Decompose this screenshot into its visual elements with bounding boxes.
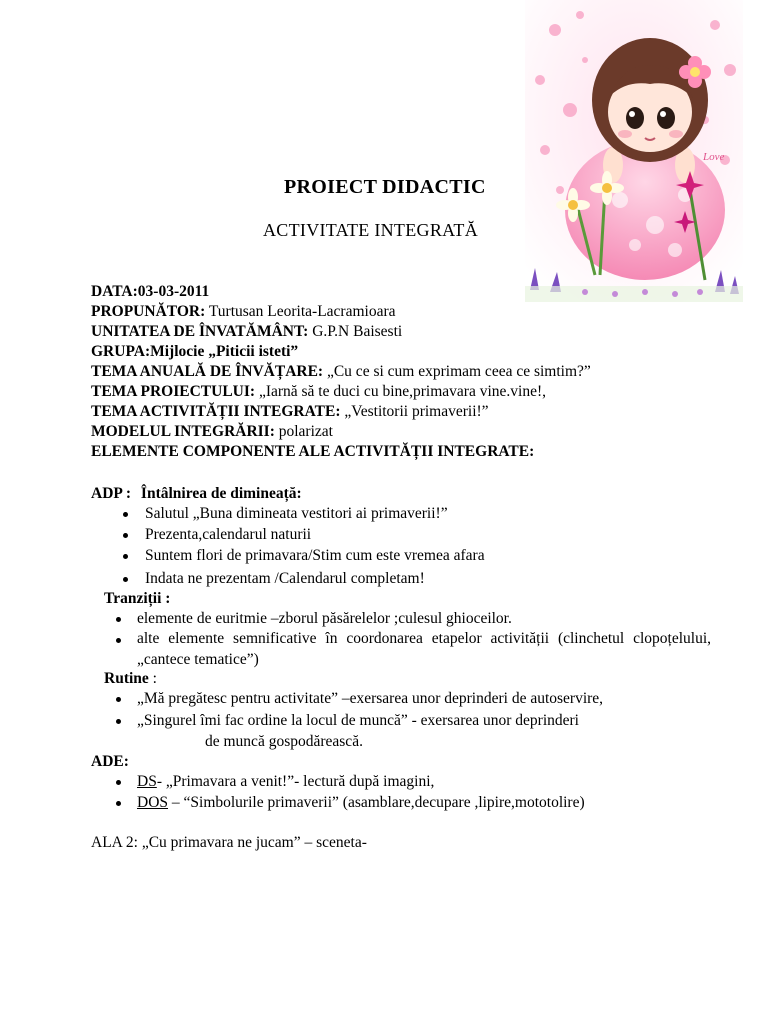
elemente-label: ELEMENTE COMPONENTE ALE ACTIVITĂȚII INTEGRATE: bbox=[91, 443, 535, 460]
bullet-icon bbox=[123, 512, 128, 517]
unitatea-value: G.P.N Baisesti bbox=[312, 323, 403, 340]
rutine-colon: : bbox=[148, 670, 157, 687]
adp-title: Întâlnirea de dimineață: bbox=[140, 485, 302, 502]
bullet-icon bbox=[116, 697, 121, 702]
tranzitii-item-1: elemente de euritmie –zborul păsărelelor ;culesul ghioceilor. bbox=[137, 610, 512, 627]
bullet-icon bbox=[116, 801, 121, 806]
tema-proiect-label: TEMA PROIECTULUI: bbox=[91, 383, 256, 400]
girl-with-flowers-illustration bbox=[525, 0, 743, 302]
ade-item-dos bbox=[137, 793, 585, 813]
tema-proiect-value: „Iarnă să te duci cu bine,primavara vine.vine!, bbox=[258, 383, 546, 400]
field-data bbox=[91, 282, 209, 302]
propunator-label: PROPUNĂTOR: bbox=[91, 303, 206, 320]
rutine-heading bbox=[104, 669, 157, 689]
field-propunator bbox=[91, 302, 396, 322]
tema-anuala-value: „Cu ce si cum exprimam ceea ce simtim?” bbox=[326, 363, 591, 380]
adp-item-1: Salutul „Buna dimineata vestitori ai primaverii!” bbox=[145, 505, 448, 522]
bullet-icon bbox=[116, 638, 121, 643]
ala-label: ALA 2: bbox=[91, 834, 138, 851]
dos-code: DOS bbox=[137, 794, 169, 811]
tranzitii-heading bbox=[104, 589, 170, 609]
rutine-item-1: „Mă pregătesc pentru activitate” –exersarea unor deprinderi de autoservire, bbox=[137, 690, 604, 707]
field-elemente bbox=[91, 442, 534, 462]
tema-activitatii-value: „Vestitorii primaverii!” bbox=[344, 403, 489, 420]
modelul-value: polarizat bbox=[278, 423, 333, 440]
rutine-label: Rutine bbox=[104, 670, 149, 687]
bullet-icon bbox=[116, 780, 121, 785]
ala-line bbox=[91, 833, 367, 853]
dos-text: – “Simbolurile primaverii” (asamblare,decupare ,lipire,mototolire) bbox=[168, 794, 585, 811]
svg-text:Love: Love bbox=[703, 151, 725, 163]
ade-item-ds bbox=[137, 772, 434, 792]
bullet-icon bbox=[123, 577, 128, 582]
modelul-label: MODELUL INTEGRĂRII: bbox=[91, 423, 275, 440]
ala-text: „Cu primavara ne jucam” – sceneta- bbox=[137, 834, 367, 851]
field-unitatea bbox=[91, 322, 402, 342]
rutine-item-2-line-1: „Singurel îmi fac ordine la locul de muncă” - exersarea unor deprinderi bbox=[137, 712, 579, 729]
adp-item-2: Prezenta,calendarul naturii bbox=[145, 526, 312, 543]
document-subtitle: ACTIVITATE INTEGRATĂ bbox=[263, 220, 479, 240]
rutine-item-2-line-2: de muncă gospodărească. bbox=[205, 733, 363, 750]
bullet-icon bbox=[123, 533, 128, 538]
ds-text: - „Primavara a venit!”- lectură după imagini, bbox=[156, 773, 435, 790]
tranzitii-item-2: alte elemente semnificative în coordonarea etapelor activității (clinchetul clopoțelului, „cantece tematice”) bbox=[137, 630, 711, 668]
grupa-label: GRUPA:Mijlocie „Piticii isteti” bbox=[91, 343, 299, 360]
field-modelul bbox=[91, 422, 333, 442]
adp-heading bbox=[91, 484, 302, 504]
document-title: PROIECT DIDACTIC bbox=[284, 176, 486, 198]
data-label: DATA:03-03-2011 bbox=[91, 283, 210, 300]
bullet-icon bbox=[116, 617, 121, 622]
adp-item-3: Suntem flori de primavara/Stim cum este vremea afara bbox=[145, 547, 485, 564]
adp-item-4: Indata ne prezentam /Calendarul completam! bbox=[145, 570, 425, 587]
tema-activitatii-label: TEMA ACTIVITĂȚII INTEGRATE: bbox=[91, 403, 341, 420]
ade-heading bbox=[91, 752, 129, 772]
tema-anuala-label: TEMA ANUALĂ DE ÎNVĂȚARE: bbox=[91, 363, 324, 380]
tranzitii-label: Tranziții : bbox=[104, 590, 171, 607]
bullet-icon bbox=[116, 719, 121, 724]
ade-label: ADE: bbox=[91, 753, 129, 770]
unitatea-label: UNITATEA DE ÎNVATĂMÂNT: bbox=[91, 323, 309, 340]
field-grupa bbox=[91, 342, 298, 362]
field-tema-anuala bbox=[91, 362, 591, 382]
bullet-icon bbox=[123, 554, 128, 559]
ds-code: DS bbox=[137, 773, 157, 790]
propunator-value: Turtusan Leorita-Lacramioara bbox=[208, 303, 396, 320]
adp-label: ADP : bbox=[91, 485, 132, 502]
field-tema-proiect bbox=[91, 382, 546, 402]
field-tema-activitatii bbox=[91, 402, 489, 422]
